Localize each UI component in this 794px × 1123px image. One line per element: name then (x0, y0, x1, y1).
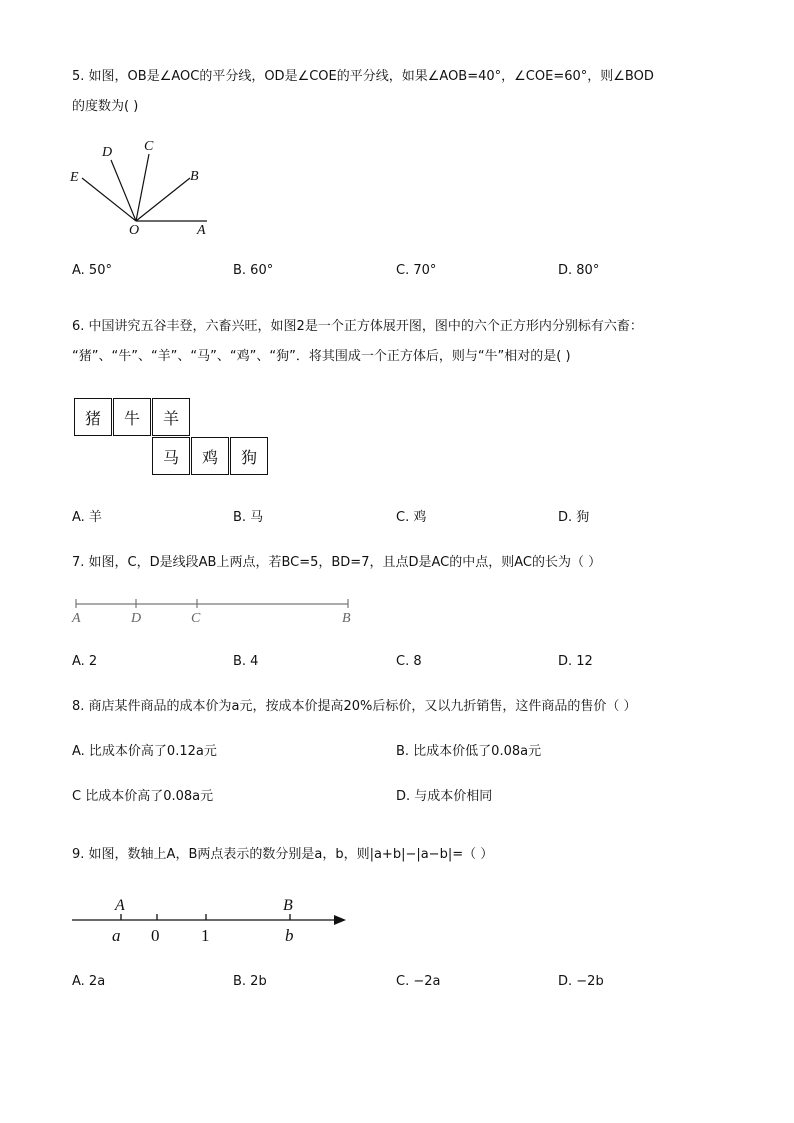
q5-option-b[interactable]: B. 60° (233, 263, 274, 278)
q5-stem-line1 (72, 68, 654, 86)
q6-text-line1: 中国讲究五谷丰登，六畜兴旺，如图2是一个正方体展开图，图中的六个正方形内分别标有六畜： (88, 319, 643, 334)
q5-label-a: A (197, 223, 206, 238)
q6-cell-5: 鸡 (191, 437, 229, 475)
q9-label-b-point: B (283, 897, 293, 914)
q9-tick-1: 1 (201, 926, 210, 945)
q9-tick-b: b (285, 926, 294, 945)
q9-number-line-figure (68, 890, 358, 950)
q7-label-a: A (72, 611, 81, 626)
q9-option-d[interactable]: D. −2b (558, 974, 604, 989)
q6-cell-1: 猪 (74, 398, 112, 436)
q5-option-c[interactable]: C. 70° (396, 263, 437, 278)
q9-option-b[interactable]: B. 2b (233, 974, 267, 989)
q8-option-a[interactable]: A. 比成本价高了0.12a元 (72, 744, 217, 759)
q6-stem-line1 (72, 318, 643, 336)
q6-option-a[interactable]: A. 羊 (72, 510, 102, 525)
q9-label-a-point: A (115, 897, 125, 914)
q5-label-c: C (144, 139, 154, 154)
q7-option-b[interactable]: B. 4 (233, 654, 259, 669)
q7-label-b: B (342, 611, 351, 626)
q5-text-line1: 如图，OB是∠AOC的平分线，OD是∠COE的平分线，如果∠AOB=40°，∠COE=60°，则∠BOD (88, 69, 654, 84)
q5-label-e: E (70, 170, 79, 185)
q5-option-a[interactable]: A. 50° (72, 263, 112, 278)
q9-tick-0: 0 (151, 926, 160, 945)
q5-label-b: B (190, 169, 199, 184)
q8-number: 8. (72, 699, 85, 714)
q6-option-b[interactable]: B. 马 (233, 510, 264, 525)
q8-option-c[interactable]: C 比成本价高了0.08a元 (72, 789, 214, 804)
q6-option-d[interactable]: D. 狗 (558, 510, 590, 525)
q6-cell-6: 狗 (230, 437, 268, 475)
q9-text: 如图，数轴上A，B两点表示的数分别是a，b，则|a+b|−|a−b|=（ ） (88, 847, 494, 862)
q5-option-d[interactable]: D. 80° (558, 263, 600, 278)
q6-number: 6. (72, 319, 85, 334)
q8-option-d[interactable]: D. 与成本价相同 (396, 789, 493, 804)
q8-text: 商店某件商品的成本价为a元，按成本价提高20%后标价，又以九折销售，这件商品的售价（ ） (88, 699, 637, 714)
q5-label-d: D (102, 145, 113, 160)
q7-text: 如图，C，D是线段AB上两点，若BC=5，BD=7，且点D是AC的中点，则AC的长为（ ） (88, 555, 602, 570)
q9-option-a[interactable]: A. 2a (72, 974, 106, 989)
q7-stem (72, 554, 601, 572)
q7-option-c[interactable]: C. 8 (396, 654, 422, 669)
q7-label-c: C (191, 611, 201, 626)
q5-stem-line2: 的度数为( ) (72, 99, 139, 114)
q6-cell-2: 牛 (113, 398, 151, 436)
q7-option-a[interactable]: A. 2 (72, 654, 98, 669)
q8-option-b[interactable]: B. 比成本价低了0.08a元 (396, 744, 542, 759)
q8-stem (72, 698, 637, 716)
q7-number: 7. (72, 555, 85, 570)
q5-label-o: O (129, 223, 140, 238)
q5-angle-figure (66, 134, 226, 244)
q6-cell-3: 羊 (152, 398, 190, 436)
q9-number: 9. (72, 847, 85, 862)
q9-axis-arrow-icon (334, 915, 346, 925)
q7-label-d: D (131, 611, 142, 626)
q9-stem (72, 846, 493, 864)
q7-option-d[interactable]: D. 12 (558, 654, 593, 669)
q6-stem-line2: “猪”、“牛”、“羊”、“马”、“鸡”、“狗”．将其围成一个正方体后，则与“牛”相对的是( ) (72, 349, 571, 364)
q6-cell-4: 马 (152, 437, 190, 475)
q9-option-c[interactable]: C. −2a (396, 974, 441, 989)
q5-number: 5. (72, 69, 85, 84)
q6-option-c[interactable]: C. 鸡 (396, 510, 427, 525)
q7-segment-figure (68, 596, 368, 632)
q9-tick-a: a (112, 926, 121, 945)
